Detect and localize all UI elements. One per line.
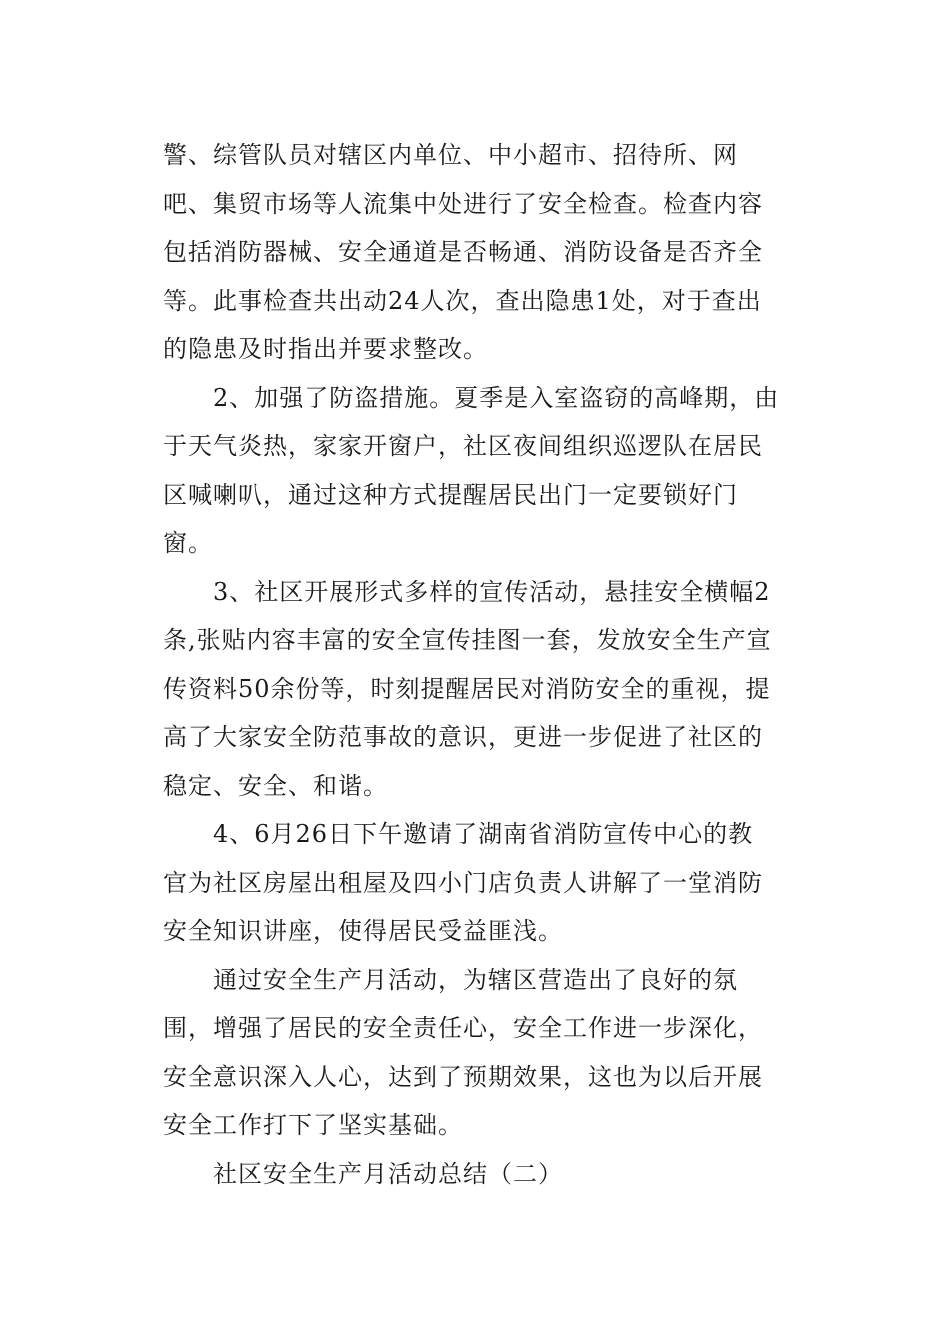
paragraph-line: 稳定、安全、和谐。 bbox=[163, 771, 388, 800]
paragraph-line: 包括消防器械、安全通道是否畅通、消防设备是否齐全 bbox=[163, 238, 763, 266]
paragraph-line: 2、加强了防盗措施。夏季是入室盗窃的高峰期，由 bbox=[213, 383, 780, 412]
paragraph-line: 官为社区房屋出租屋及四小门店负责人讲解了一堂消防 bbox=[163, 868, 763, 897]
paragraph-line: 吧、集贸市场等人流集中处进行了安全检查。检查内容 bbox=[163, 189, 763, 218]
paragraph-line: 窗。 bbox=[163, 529, 213, 557]
paragraph-line: 安全工作打下了坚实基础。 bbox=[163, 1111, 463, 1139]
paragraph-line: 于天气炎热，家家开窗户，社区夜间组织巡逻队在居民 bbox=[163, 432, 763, 460]
paragraph-line: 3、社区开展形式多样的宣传活动，悬挂安全横幅2 bbox=[213, 577, 771, 606]
paragraph-line: 等。此事检查共出动24人次，查出隐患1处，对于查出 bbox=[163, 286, 762, 315]
paragraph-line: 区喊喇叭，通过这种方式提醒居民出门一定要锁好门 bbox=[163, 480, 738, 509]
paragraph-line: 警、综管队员对辖区内单位、中小超市、招待所、网 bbox=[163, 141, 738, 169]
paragraph-line: 的隐患及时指出并要求整改。 bbox=[163, 335, 488, 363]
paragraph-line: 围，增强了居民的安全责任心，安全工作进一步深化， bbox=[163, 1014, 763, 1042]
paragraph-line: 通过安全生产月活动，为辖区营造出了良好的氛 bbox=[213, 965, 738, 994]
paragraph-line: 安全知识讲座，使得居民受益匪浅。 bbox=[163, 917, 563, 945]
paragraph-line: 4、6月26日下午邀请了湖南省消防宣传中心的教 bbox=[213, 820, 754, 848]
paragraph-line: 安全意识深入人心，达到了预期效果，这也为以后开展 bbox=[163, 1062, 763, 1091]
document-body bbox=[163, 131, 793, 1198]
paragraph-line: 传资料50余份等，时刻提醒居民对消防安全的重视，提 bbox=[163, 674, 771, 703]
section-title: 社区安全生产月活动总结（二） bbox=[213, 1159, 563, 1188]
paragraph-line: 高了大家安全防范事故的意识，更进一步促进了社区的 bbox=[163, 723, 763, 751]
paragraph-line: 条,张贴内容丰富的安全宣传挂图一套，发放安全生产宣 bbox=[163, 626, 772, 654]
